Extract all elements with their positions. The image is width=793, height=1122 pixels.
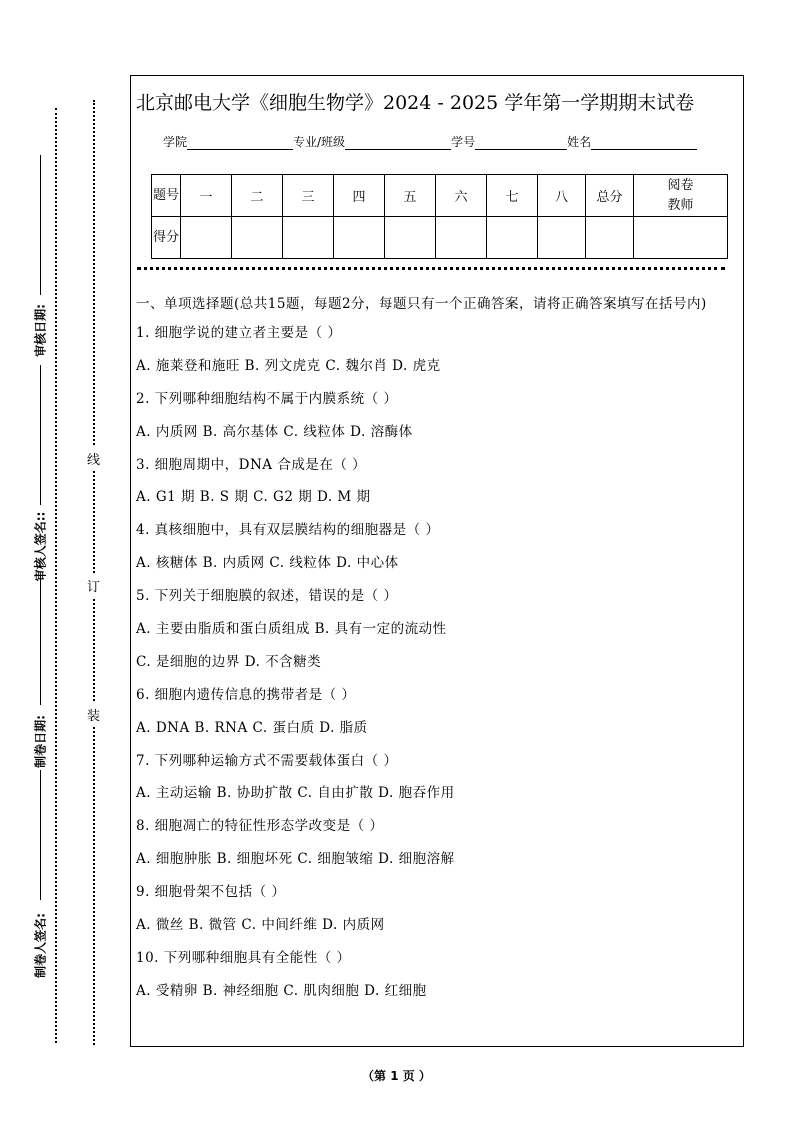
answer-options: A. DNA B. RNA C. 蛋白质 D. 脂质 xyxy=(136,719,368,736)
major-class-label: 专业/班级 xyxy=(293,135,346,149)
reviewer-date-line xyxy=(40,155,41,295)
answer-options: A. G1 期 B. S 期 C. G2 期 D. M 期 xyxy=(136,489,371,506)
score-cell-8[interactable] xyxy=(538,217,586,259)
score-col-6: 六 xyxy=(436,175,487,217)
score-table-score-row xyxy=(152,217,728,259)
college-blank[interactable] xyxy=(187,137,293,150)
exam-frame xyxy=(130,75,744,1047)
question-number-header: 题号 xyxy=(152,175,181,217)
answer-options: A. 主动运输 B. 协助扩散 C. 自由扩散 D. 胞吞作用 xyxy=(136,785,455,802)
section-1-questions xyxy=(136,293,736,1015)
name-blank[interactable] xyxy=(591,137,697,150)
question-line: 9. 细胞骨架不包括（ ） xyxy=(136,884,286,901)
maker-date-line xyxy=(40,575,41,705)
score-cell-5[interactable] xyxy=(385,217,436,259)
score-col-4: 四 xyxy=(334,175,385,217)
score-col-3: 三 xyxy=(283,175,334,217)
answer-options: A. 内质网 B. 高尔基体 C. 线粒体 D. 溶酶体 xyxy=(136,423,413,440)
dotted-separator xyxy=(137,267,725,270)
answer-options: A. 受精卵 B. 神经细胞 C. 肌肉细胞 D. 红细胞 xyxy=(136,982,427,999)
score-cell-6[interactable] xyxy=(436,217,487,259)
score-col-2: 二 xyxy=(232,175,283,217)
score-cell-3[interactable] xyxy=(283,217,334,259)
answer-options: A. 施莱登和施旺 B. 列文虎克 C. 魏尔肖 D. 虎克 xyxy=(136,357,441,374)
question-line: 4. 真核细胞中，具有双层膜结构的细胞器是（ ） xyxy=(136,522,440,539)
question-line: 10. 下列哪种细胞具有全能性（ ） xyxy=(136,949,351,966)
maker-signature-label: 制卷人签名: xyxy=(33,913,48,978)
left-dotted-line xyxy=(55,108,57,1043)
grader-header: 阅卷教师 xyxy=(634,175,728,217)
section-1-heading: 一、单项选择题(总共15题，每题2分，每题只有一个正确答案，请将正确答案填写在括号内) xyxy=(136,296,707,312)
score-cell-total[interactable] xyxy=(586,217,634,259)
score-table xyxy=(151,174,728,259)
score-cell-grader[interactable] xyxy=(634,217,728,259)
answer-options: A. 微丝 B. 微管 C. 中间纤维 D. 内质网 xyxy=(136,917,385,934)
question-line: 1. 细胞学说的建立者主要是（ ） xyxy=(136,325,342,341)
bind-char-ding: 订 xyxy=(87,574,100,597)
question-line: 8. 细胞凋亡的特征性形态学改变是（ ） xyxy=(136,818,384,835)
maker-date-label: 制卷日期: xyxy=(33,715,48,768)
answer-options: A. 核糖体 B. 内质网 C. 线粒体 D. 中心体 xyxy=(136,555,399,572)
bind-char-zhuang: 装 xyxy=(87,703,100,726)
score-cell-7[interactable] xyxy=(487,217,538,259)
question-line: 2. 下列哪种细胞结构不属于内膜系统（ ） xyxy=(136,390,398,407)
question-line: 5. 下列关于细胞膜的叙述，错误的是（ ） xyxy=(136,588,398,605)
student-id-blank[interactable] xyxy=(475,137,567,150)
score-col-1: 一 xyxy=(181,175,232,217)
major-class-blank[interactable] xyxy=(345,137,451,150)
score-table-header-row xyxy=(152,175,728,217)
question-line: 7. 下列哪种运输方式不需要载体蛋白（ ） xyxy=(136,752,398,769)
bind-char-xian: 线 xyxy=(87,447,100,470)
bind-dotted-line xyxy=(93,100,95,1045)
answer-options: A. 主要由脂质和蛋白质组成 B. 具有一定的流动性 xyxy=(136,621,447,638)
reviewer-date-label: 审核日期: xyxy=(33,304,48,357)
score-row-label: 得分 xyxy=(152,217,181,259)
answer-options: A. 细胞肿胀 B. 细胞坏死 C. 细胞皱缩 D. 细胞溶解 xyxy=(136,851,455,868)
exam-title: 北京邮电大学《细胞生物学》2024 - 2025 学年第一学期期末试卷 xyxy=(136,92,695,114)
score-col-8: 八 xyxy=(538,175,586,217)
score-col-total: 总分 xyxy=(586,175,634,217)
maker-signature-line xyxy=(40,770,41,900)
page-number: （第 1 页 ） xyxy=(362,1069,431,1083)
score-col-7: 七 xyxy=(487,175,538,217)
name-label: 姓名 xyxy=(567,135,592,149)
question-line: 6. 细胞内遗传信息的携带者是（ ） xyxy=(136,686,356,703)
student-id-label: 学号 xyxy=(451,135,476,149)
score-cell-4[interactable] xyxy=(334,217,385,259)
question-line: 3. 细胞周期中，DNA 合成是在（ ） xyxy=(136,456,367,473)
answer-options: C. 是细胞的边界 D. 不含糖类 xyxy=(136,653,322,670)
reviewer-signature-label: 审核人签名:: xyxy=(33,511,48,582)
student-info-line xyxy=(163,133,697,150)
reviewer-signature-line xyxy=(40,365,41,505)
score-cell-1[interactable] xyxy=(181,217,232,259)
score-col-5: 五 xyxy=(385,175,436,217)
score-cell-2[interactable] xyxy=(232,217,283,259)
college-label: 学院 xyxy=(163,135,188,149)
